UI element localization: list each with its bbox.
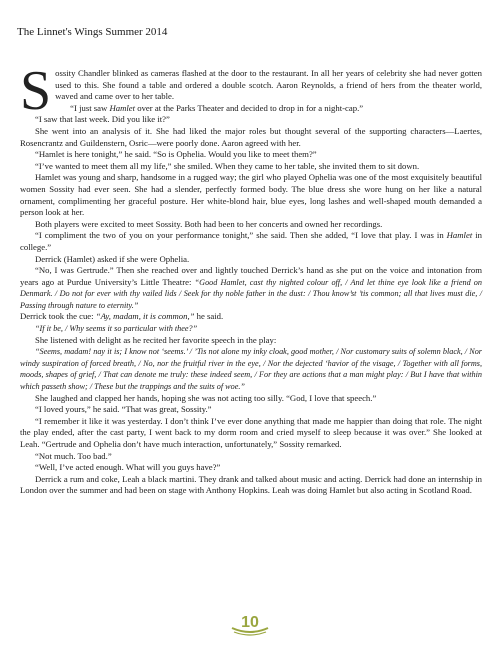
paragraph: “I compliment the two of you on your performance tonight,” she said. Then she added, “I love that play. I was in Hamlet in college.” (20, 230, 482, 252)
paragraph: “Not much. Too bad.” (35, 450, 112, 461)
paragraph: “I saw that last week. Did you like it?” (35, 114, 170, 125)
paragraph: “Hamlet is here tonight,” he said. “So is Ophelia. Would you like to meet them?” (35, 149, 317, 160)
page-number-logo (230, 610, 270, 641)
paragraph: “No, I was Gertrude.” Then she reached over and lightly touched Derrick’s hand as she put on the voice and intonation from years ago at Purdue University’s Little Theatre: “Good Hamlet, cast thy nighted colour off, / And let thine eye look like a friend on Denmark. / Do not for ever with thy vailed lids / Seek for thy noble father in the dust: / Thou know’st ’tis common; all that lives must die, / Passing through nature to eternity.” (20, 265, 482, 310)
story-body (20, 60, 482, 497)
magazine-header: The Linnet's Wings Summer 2014 (17, 26, 168, 38)
paragraph: “I’ve wanted to meet them all my life,” she smiled. When they came to her table, she invited them to sit down. (35, 160, 420, 171)
wings-logo-icon (230, 610, 270, 636)
paragraph: “Seems, madam! nay it is; I know not ‘seems.’ / ’Tis not alone my inky cloak, good mother, / Nor customary suits of solemn black, / Nor windy suspiration of forced breath, / No, nor the fruitful river in the eye, / Nor the dejected ‘havior of the visage, / Together with all forms, moods, shapes of grief, / That can denote me truly: these indeed seem, / For they are actions that a man might play: / But I have that within which passeth show; / These but the trappings and the suits of woe.” (20, 347, 482, 392)
paragraph: “Well, I’ve acted enough. What will you guys have?” (35, 462, 221, 473)
drop-cap: S (20, 60, 52, 122)
paragraph: She went into an analysis of it. She had liked the major roles but thought several of the supporting characters—Laertes, Rosencrantz and Guildenstern, Osric—were poorly done. Aaron agreed with her. (20, 125, 482, 148)
paragraph: Sossity Chandler blinked as cameras flashed at the door to the restaurant. In all her years of celebrity she had never gotten used to this. She found a table and ordered a double scotch. Aaron Reynolds, a friend of hers from the theater world, waved and came over to her table. (20, 60, 482, 122)
paragraph: She listened with delight as he recited her favorite speech in the play: (35, 334, 277, 345)
paragraph: “I loved yours,” he said. “That was great, Sossity.” (35, 404, 212, 415)
paragraph: “I remember it like it was yesterday. I don’t think I’ve ever done anything that made me happier than doing that role. The night the play ended, after the cast party, I went back to my dorm room and cried myself to sleep because it was over.” She looked at Leah. “Gertrude and Ophelia don’t have much interaction, unfortunately,” Sossity remarked. (20, 415, 482, 449)
paragraph: Derrick took the cue: “Ay, madam, it is common,” he said. (20, 311, 224, 322)
paragraph: Both players were excited to meet Sossity. Both had been to her concerts and owned her recordings. (35, 218, 383, 229)
paragraph: Derrick a rum and coke, Leah a black martini. They drank and talked about music and acting. Derrick had done an internship in London over the summer and had been on stage with Anthony Hopkins. Leah was doing Hamlet but also acting in Scotland Road. (20, 473, 482, 496)
paragraph: Derrick (Hamlet) asked if she were Ophelia. (35, 253, 190, 264)
paragraph: “If it be, / Why seems it so particular with thee?” (35, 324, 198, 334)
paragraph: She laughed and clapped her hands, hoping she was not acting too silly. “God, I love that speech.” (35, 392, 377, 403)
paragraph: Hamlet was young and sharp, handsome in a rugged way; the girl who played Ophelia was one of the most exquisitely beautiful women Sossity had ever seen. She had a slender, perfectly formed body. The blue dress she wore hung on her like a natural ornament, complimenting her graceful posture. Her white-blond hair, blue eyes, long lashes and well-shaped mouth demanded a person look at her. (20, 172, 482, 218)
paragraph: “I just saw Hamlet over at the Parks Theater and decided to drop in for a night-cap.” (70, 102, 364, 113)
page-number: 10 (241, 614, 259, 631)
